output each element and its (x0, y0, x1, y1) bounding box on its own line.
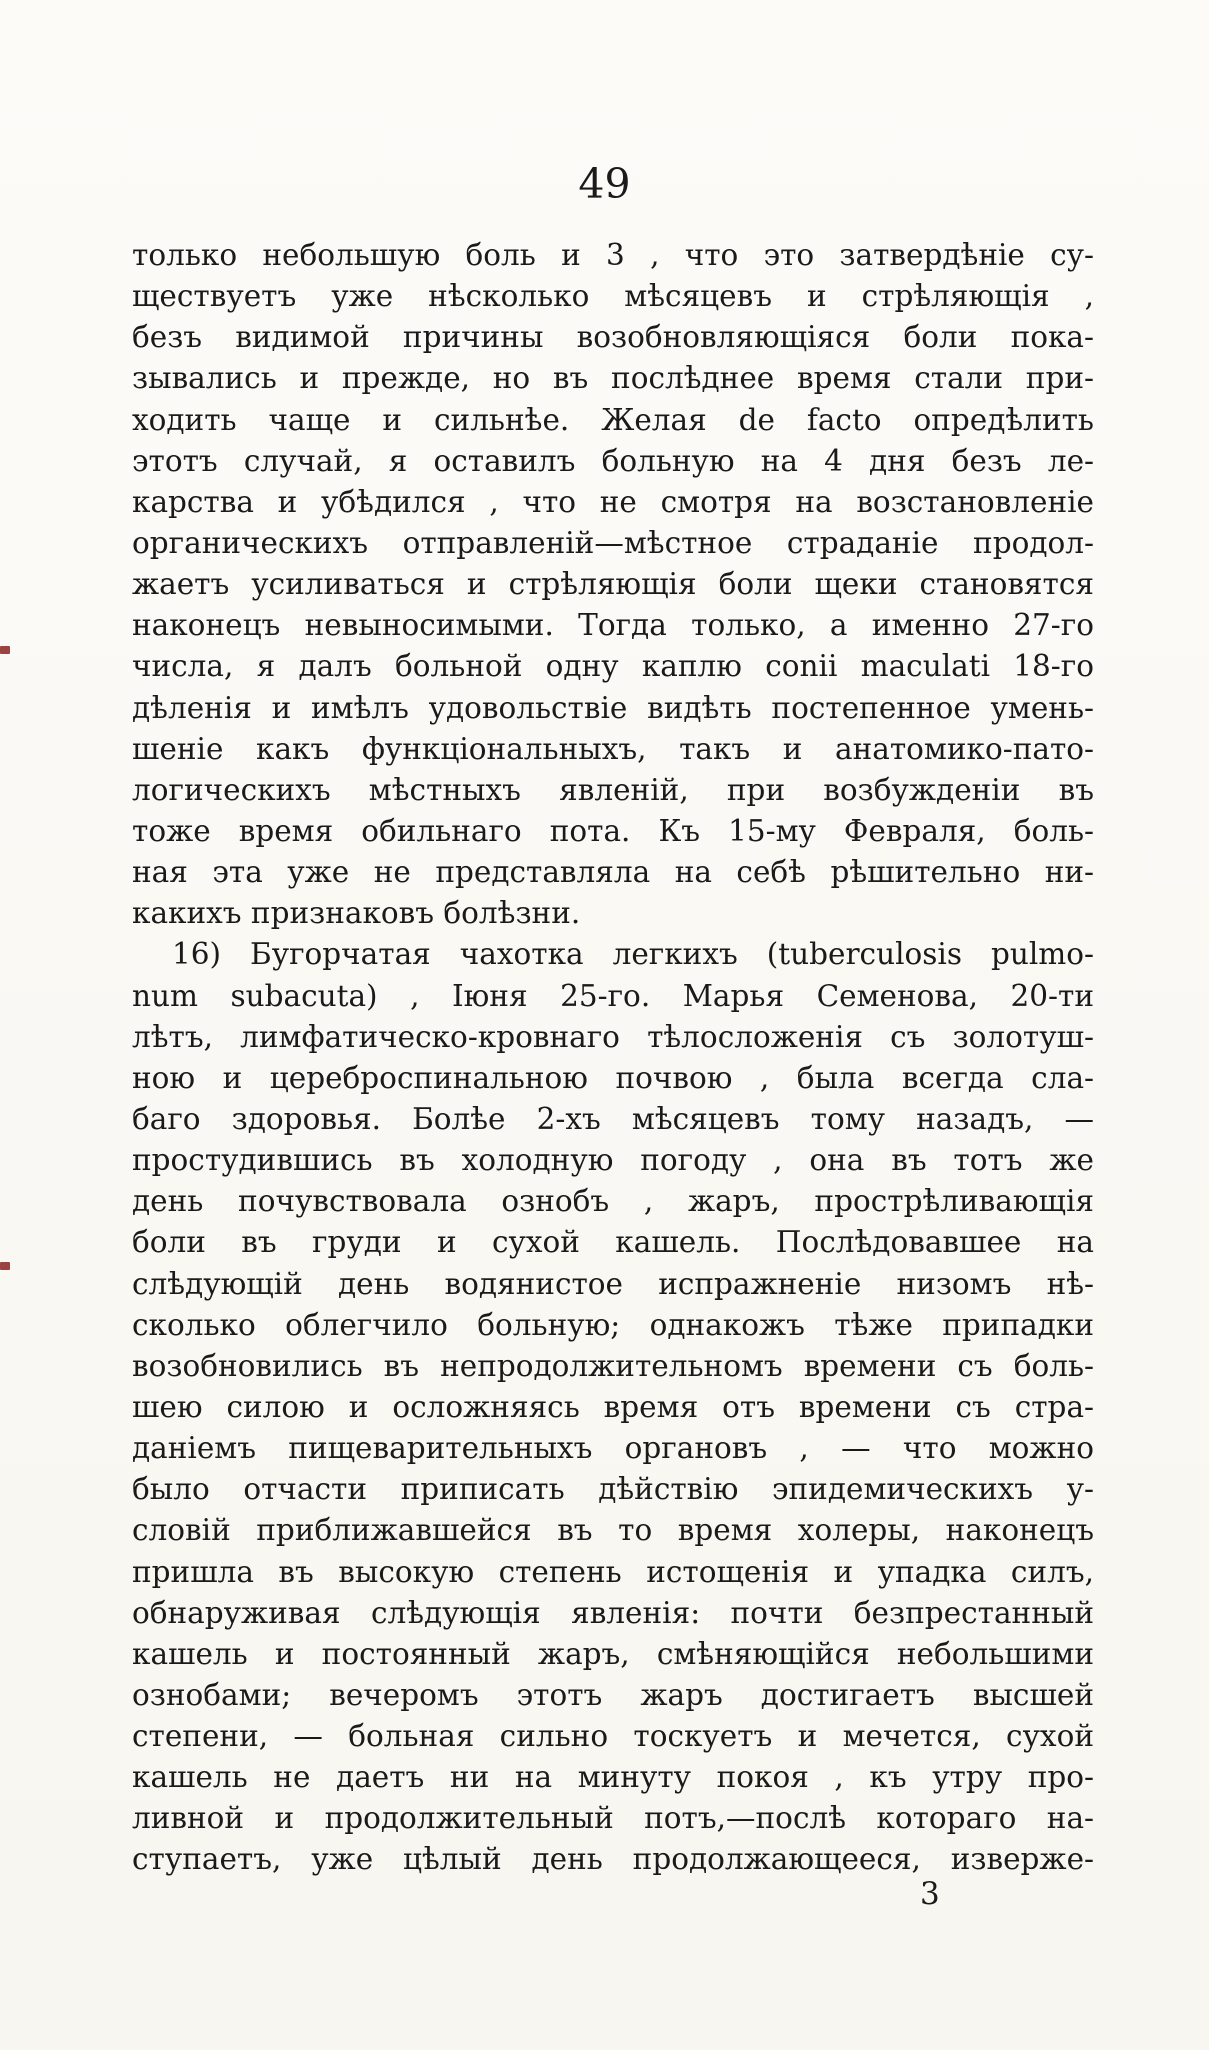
text-line: безъ видимой причины возобновляющіяся боли пока- (132, 320, 1094, 355)
text-line: баго здоровья. Болѣе 2-хъ мѣсяцевъ тому назадъ, — (132, 1101, 1094, 1136)
text-line: пришла въ высокую степень истощенія и упадка силъ, (132, 1554, 1094, 1589)
text-line: дѣленія и имѣлъ удовольствіе видѣть постепенное умень- (132, 690, 1094, 725)
text-line: даніемъ пищеварительныхъ органовъ , — что можно (132, 1431, 1094, 1466)
text-line: слѣдующій день водянистое испражненіе низомъ нѣ- (132, 1266, 1094, 1301)
text-line: простудившись въ холодную погоду , она въ тотъ же (132, 1143, 1094, 1178)
text-line: 16) Бугорчатая чахотка легкихъ (tuberculosis pulmo- (172, 937, 1094, 972)
text-line: возобновились въ непродолжительномъ времени съ боль- (132, 1348, 1094, 1383)
margin-mark (0, 1262, 10, 1270)
text-line: числа, я далъ больной одну каплю conii maculati 18-го (132, 649, 1094, 684)
text-line: сколько облегчило больную; однакожъ тѣже припадки (132, 1307, 1094, 1342)
text-line: словій приближавшейся въ то время холеры, наконецъ (132, 1513, 1094, 1548)
text-line: какихъ признаковъ болѣзни. (132, 896, 581, 931)
text-line: органическихъ отправленій—мѣстное страданіе продол- (132, 525, 1094, 560)
page-number: 49 (578, 160, 631, 208)
text-line: день почувствовала ознобъ , жаръ, прострѣливающія (132, 1184, 1094, 1219)
text-line: боли въ груди и сухой кашель. Послѣдовавшее на (132, 1225, 1094, 1260)
text-line: ливной и продолжительный потъ,—послѣ котораго на- (132, 1801, 1094, 1836)
text-line: ществуетъ уже нѣсколько мѣсяцевъ и стрѣляющія , (132, 279, 1094, 314)
text-line: карства и убѣдился , что не смотря на возстановленіе (132, 484, 1094, 519)
text-line: ная эта уже не представляла на себѣ рѣшительно ни- (132, 855, 1094, 890)
text-line: лѣтъ, лимфатическо-кровнаго тѣлосложенія съ золотуш- (132, 1019, 1094, 1054)
text-line: зывались и прежде, но въ послѣднее время стали при- (132, 361, 1094, 396)
text-line: логическихъ мѣстныхъ явленій, при возбужденіи въ (132, 772, 1094, 807)
text-line: шеніе какъ функціональныхъ, такъ и анатомико-пато- (132, 731, 1094, 766)
text-line: жаетъ усиливаться и стрѣляющія боли щеки становятся (132, 567, 1094, 602)
text-line: было отчасти приписать дѣйствію эпидемическихъ у- (132, 1472, 1094, 1507)
text-line: ходить чаще и сильнѣе. Желая de facto опредѣлить (132, 402, 1094, 437)
text-line: num subacuta) , Іюня 25-го. Марья Семенова, 20-ти (132, 978, 1094, 1013)
text-line: обнаруживая слѣдующія явленія: почти безпрестанный (132, 1595, 1094, 1630)
margin-mark (0, 646, 10, 654)
text-line: ступаетъ, уже цѣлый день продолжающееся, изверже- (132, 1842, 1094, 1877)
signature-mark: 3 (920, 1876, 940, 1912)
text-line: этотъ случай, я оставилъ больную на 4 дня безъ ле- (132, 443, 1094, 478)
text-line: наконецъ невыносимыми. Тогда только, а именно 27-го (132, 608, 1094, 643)
body-text (132, 235, 1094, 1881)
text-line: только небольшую боль и 3 , что это затвердѣніе су- (132, 238, 1094, 272)
text-line: шею силою и осложняясь время отъ времени съ стра- (132, 1389, 1094, 1424)
text-line: степени, — больная сильно тоскуетъ и мечется, сухой (132, 1719, 1094, 1754)
text-line: ною и цереброспинальною почвою , была всегда сла- (132, 1060, 1094, 1095)
text-line: кашель и постоянный жаръ, смѣняющійся небольшими (132, 1636, 1094, 1671)
text-line: кашель не даетъ ни на минуту покоя , къ утру про- (132, 1760, 1094, 1795)
text-line: тоже время обильнаго пота. Къ 15-му Февраля, боль- (132, 813, 1094, 848)
text-line: ознобами; вечеромъ этотъ жаръ достигаетъ высшей (132, 1677, 1094, 1712)
